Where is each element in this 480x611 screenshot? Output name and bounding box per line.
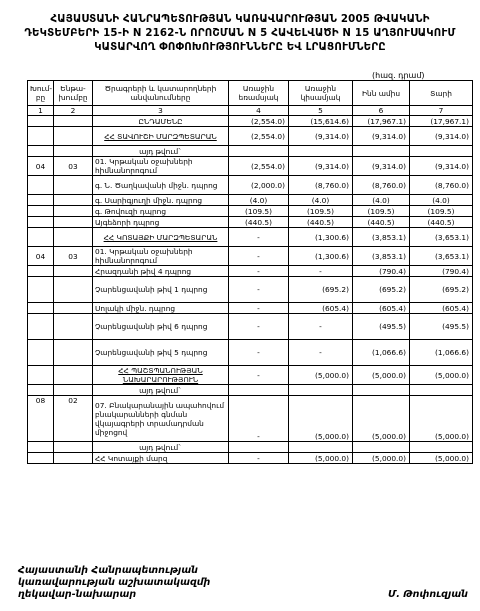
value-year	[410, 146, 473, 157]
value-year: (5,000.0)	[410, 453, 473, 464]
value-h1: (15,614.6)	[289, 116, 353, 127]
program-cell: 01. Կրթական օջախների հիմնանորոգում	[93, 247, 229, 266]
table-row	[28, 266, 473, 277]
table-row	[28, 303, 473, 314]
changes-table	[27, 80, 473, 464]
title-line-3: ԿԱՏԱՐՎՈՂ ՓՈՓՈԽՈՒԹՅՈՒՆՆԵՐԸ ԵՎ ԼՐԱՑՈՒՄՆԵՐԸ	[94, 42, 386, 53]
program-cell: Չարենցավանի թիվ 6 դպրոց	[93, 314, 229, 340]
header-q1: Առաջին եռամսյակ	[229, 81, 289, 106]
program-cell: 07. Բնակարանային ապահովում բնակարանների գնման վկայագրերի տրամադրման միջոցով	[93, 396, 229, 442]
header-h1: Առաջին կիսամյակ	[289, 81, 353, 106]
title-line-1: ՀԱՅԱՍՏԱՆԻ ՀԱՆՐԱՊԵՏՈՒԹՅԱՆ ԿԱՌԱՎԱՐՈՒԹՅԱՆ 2005 ԹՎԱԿԱՆԻ	[50, 14, 430, 25]
table-row	[28, 195, 473, 206]
program-cell: գ. Թովուզի դպրոց	[93, 206, 229, 217]
value-year: (8,760.0)	[410, 176, 473, 195]
value-h1: (8,760.0)	[289, 176, 353, 195]
value-h1	[289, 442, 353, 453]
program-cell: այդ թվում`	[93, 385, 229, 396]
value-q1: (2,554.0)	[229, 157, 289, 176]
index-cell: 7	[410, 106, 473, 116]
group-cell	[28, 442, 54, 453]
group-cell	[28, 340, 54, 366]
index-cell: 2	[54, 106, 93, 116]
program-cell: Հրազդանի թիվ 4 դպրոց	[93, 266, 229, 277]
table-row	[28, 385, 473, 396]
signatory-title-line-2: կառավարության աշխատակազմի	[18, 577, 211, 588]
program-cell: ՀՀ Կոտայքի մարզ	[93, 453, 229, 464]
table-row	[28, 206, 473, 217]
value-h1: -	[289, 314, 353, 340]
table-row	[28, 217, 473, 228]
value-9m: (109.5)	[353, 206, 410, 217]
group-cell: 04	[28, 157, 54, 176]
value-q1: (109.5)	[229, 206, 289, 217]
value-year: (109.5)	[410, 206, 473, 217]
unit-note: (հազ. դրամ)	[372, 71, 425, 80]
group-cell: 08	[28, 396, 54, 442]
value-q1: (2,000.0)	[229, 176, 289, 195]
subgroup-cell	[54, 366, 93, 385]
value-9m: (3,853.1)	[353, 228, 410, 247]
value-h1: (5,000.0)	[289, 453, 353, 464]
value-year	[410, 385, 473, 396]
value-q1: -	[229, 340, 289, 366]
group-cell	[28, 176, 54, 195]
header-year: Տարի	[410, 81, 473, 106]
value-9m: (605.4)	[353, 303, 410, 314]
value-9m: (17,967.1)	[353, 116, 410, 127]
program-cell: գ. Սարիգյուղի միջն. դպրոց	[93, 195, 229, 206]
group-cell	[28, 314, 54, 340]
program-cell: Չարենցավանի թիվ 5 դպրոց	[93, 340, 229, 366]
subgroup-cell: 02	[54, 396, 93, 442]
subgroup-cell	[54, 228, 93, 247]
value-q1: (2,554.0)	[229, 116, 289, 127]
subgroup-cell	[54, 206, 93, 217]
group-cell	[28, 146, 54, 157]
value-year: (605.4)	[410, 303, 473, 314]
table-row	[28, 116, 473, 127]
program-cell: ՀՀ ՊԱՇՏՊԱՆՈՒԹՅԱՆ ՆԱԽԱՐԱՐՈՒԹՅՈՒՆ	[93, 366, 229, 385]
program-cell: այդ թվում`	[93, 146, 229, 157]
value-q1: -	[229, 247, 289, 266]
group-cell	[28, 266, 54, 277]
signatory-title-line-1: Հայաստանի Հանրապետության	[18, 565, 198, 576]
value-q1	[229, 385, 289, 396]
subgroup-cell	[54, 127, 93, 146]
value-h1: (695.2)	[289, 277, 353, 303]
index-cell: 1	[28, 106, 54, 116]
value-h1: (109.5)	[289, 206, 353, 217]
subgroup-cell	[54, 217, 93, 228]
value-year: (695.2)	[410, 277, 473, 303]
index-cell: 3	[93, 106, 229, 116]
signatory-title-line-3: ղեկավար-նախարար	[18, 589, 137, 600]
value-q1: -	[229, 396, 289, 442]
program-cell: Սոլակի միջն. դպրոց	[93, 303, 229, 314]
value-q1	[229, 146, 289, 157]
value-year: (5,000.0)	[410, 366, 473, 385]
header-subgroup: Ենթա-խումբը	[54, 81, 93, 106]
subgroup-cell	[54, 176, 93, 195]
program-cell: ՀՀ ԿՈՏԱՅՔԻ ՄԱՐԶՊԵՏԱՐԱՆ	[93, 228, 229, 247]
value-q1: -	[229, 453, 289, 464]
value-q1: -	[229, 277, 289, 303]
program-cell: գ. Ն. Ծաղկավանի միջն. դպրոց	[93, 176, 229, 195]
group-cell	[28, 366, 54, 385]
value-h1: -	[289, 340, 353, 366]
index-cell: 5	[289, 106, 353, 116]
group-cell	[28, 385, 54, 396]
value-h1: (5,000.0)	[289, 396, 353, 442]
subgroup-cell	[54, 146, 93, 157]
program-cell: 01. Կրթական օջախների հիմնանորոգում	[93, 157, 229, 176]
signatory-title	[18, 565, 210, 601]
table-row	[28, 277, 473, 303]
table-row	[28, 127, 473, 146]
value-year: (790.4)	[410, 266, 473, 277]
value-9m: (3,853.1)	[353, 247, 410, 266]
value-9m: (9,314.0)	[353, 157, 410, 176]
value-9m	[353, 442, 410, 453]
title-line-2: ԴԵԿՏԵՄԲԵՐԻ 15-Ի N 2162-Ն ՈՐՈՇՄԱՆ N 5 ՀԱՎԵԼՎԱԾԻ N 15 ԱՂՅՈՒՍԱԿՈՒՄ	[24, 28, 456, 39]
value-year: (440.5)	[410, 217, 473, 228]
value-h1: (9,314.0)	[289, 157, 353, 176]
header-group: Խում-բը	[28, 81, 54, 106]
value-9m: (9,314.0)	[353, 127, 410, 146]
value-9m: (790.4)	[353, 266, 410, 277]
subgroup-cell	[54, 277, 93, 303]
value-year: (4.0)	[410, 195, 473, 206]
value-q1: (2,554.0)	[229, 127, 289, 146]
table-row	[28, 157, 473, 176]
signatory-name: Մ. Թոփուզյան	[388, 589, 468, 600]
column-index-row	[28, 106, 473, 116]
index-cell: 4	[229, 106, 289, 116]
value-h1: (605.4)	[289, 303, 353, 314]
value-h1: (1,300.6)	[289, 228, 353, 247]
value-q1: -	[229, 266, 289, 277]
table-row	[28, 366, 473, 385]
subgroup-cell: 03	[54, 157, 93, 176]
value-q1: -	[229, 366, 289, 385]
subgroup-cell	[54, 385, 93, 396]
index-cell: 6	[353, 106, 410, 116]
group-cell: 04	[28, 247, 54, 266]
value-year: (17,967.1)	[410, 116, 473, 127]
value-9m: (495.5)	[353, 314, 410, 340]
value-year: (5,000.0)	[410, 396, 473, 442]
value-q1: -	[229, 314, 289, 340]
subgroup-cell	[54, 453, 93, 464]
value-9m	[353, 146, 410, 157]
subgroup-cell	[54, 195, 93, 206]
subgroup-cell	[54, 303, 93, 314]
value-q1	[229, 442, 289, 453]
value-h1: (440.5)	[289, 217, 353, 228]
subgroup-cell	[54, 314, 93, 340]
subgroup-cell	[54, 340, 93, 366]
value-9m: (440.5)	[353, 217, 410, 228]
table-header-row	[28, 81, 473, 106]
value-year: (9,314.0)	[410, 157, 473, 176]
program-cell: Չարենցավանի թիվ 1 դպրոց	[93, 277, 229, 303]
value-9m: (5,000.0)	[353, 453, 410, 464]
value-q1: -	[229, 228, 289, 247]
value-h1: (4.0)	[289, 195, 353, 206]
value-9m: (5,000.0)	[353, 396, 410, 442]
group-cell	[28, 206, 54, 217]
value-year: (3,653.1)	[410, 247, 473, 266]
table-row	[28, 247, 473, 266]
subgroup-cell	[54, 116, 93, 127]
value-year	[410, 442, 473, 453]
table-row	[28, 146, 473, 157]
document-title	[0, 13, 480, 55]
table-row	[28, 176, 473, 195]
group-cell	[28, 277, 54, 303]
group-cell	[28, 116, 54, 127]
value-9m: (8,760.0)	[353, 176, 410, 195]
subgroup-cell: 03	[54, 247, 93, 266]
value-h1: (1,300.6)	[289, 247, 353, 266]
value-h1	[289, 146, 353, 157]
value-h1	[289, 385, 353, 396]
value-q1: -	[229, 303, 289, 314]
program-cell: Այգեձորի դպրոց	[93, 217, 229, 228]
value-q1: (440.5)	[229, 217, 289, 228]
group-cell	[28, 303, 54, 314]
header-program: Ծրագրերի և կատարողների անվանումները	[93, 81, 229, 106]
value-year: (1,066.6)	[410, 340, 473, 366]
header-9m: Ինն ամիս	[353, 81, 410, 106]
program-cell: ԸՆԴԱՄԵՆԸ	[93, 116, 229, 127]
value-9m: (1,066.6)	[353, 340, 410, 366]
value-9m: (695.2)	[353, 277, 410, 303]
program-cell: ՀՀ ՏԱՎՈՒՇԻ ՄԱՐԶՊԵՏԱՐԱՆ	[93, 127, 229, 146]
value-year: (495.5)	[410, 314, 473, 340]
value-9m: (4.0)	[353, 195, 410, 206]
value-h1: -	[289, 266, 353, 277]
table-row	[28, 340, 473, 366]
group-cell	[28, 195, 54, 206]
value-q1: (4.0)	[229, 195, 289, 206]
subgroup-cell	[54, 442, 93, 453]
table-row	[28, 228, 473, 247]
value-9m	[353, 385, 410, 396]
subgroup-cell	[54, 266, 93, 277]
program-cell: այդ թվում`	[93, 442, 229, 453]
group-cell	[28, 217, 54, 228]
group-cell	[28, 453, 54, 464]
value-9m: (5,000.0)	[353, 366, 410, 385]
table-row	[28, 453, 473, 464]
table-row	[28, 442, 473, 453]
value-h1: (5,000.0)	[289, 366, 353, 385]
value-h1: (9,314.0)	[289, 127, 353, 146]
table-row	[28, 314, 473, 340]
value-year: (3,653.1)	[410, 228, 473, 247]
group-cell	[28, 127, 54, 146]
group-cell	[28, 228, 54, 247]
table-row	[28, 396, 473, 442]
value-year: (9,314.0)	[410, 127, 473, 146]
